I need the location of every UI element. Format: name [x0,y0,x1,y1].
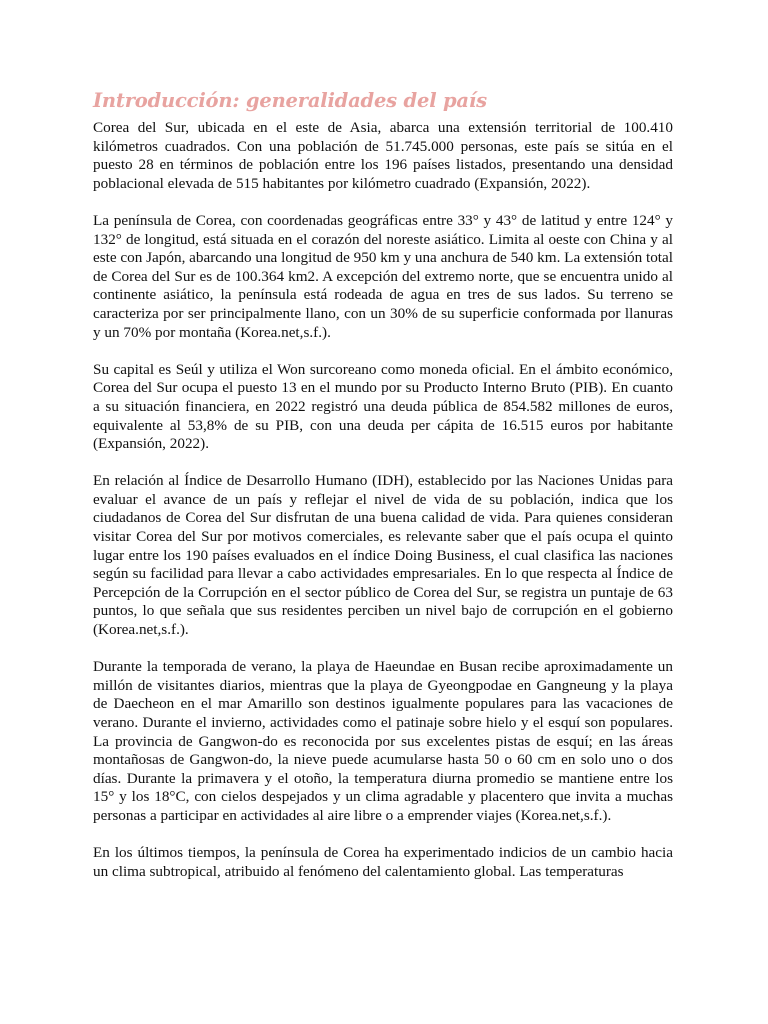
paragraph-development-index: En relación al Índice de Desarrollo Humano (IDH), establecido por las Naciones Unidas para evaluar el avance de un país y reflejar el nivel de vida de su población, indica que los ciudadanos de Corea del Sur disfrutan de una buena calidad de vida. Para quienes consideran visitar Corea del Sur por motivos comerciales, es relevante saber que el país ocupa el quinto lugar entre los 190 países evaluados en el índice Doing Business, el cual clasifica las naciones según su facilidad para llevar a cabo actividades empresariales. En lo que respecta al Índice de Percepción de la Corrupción en el sector público de Corea del Sur, se registra un puntaje de 63 puntos, lo que señala que sus residentes perciben un nivel bajo de corrupción en el gobierno (Korea.net,s.f.). [93,472,673,639]
paragraph-economy: Su capital es Seúl y utiliza el Won surcoreano como moneda oficial. En el ámbito económico, Corea del Sur ocupa el puesto 13 en el mundo por su Producto Interno Bruto (PIB). En cuanto a su situación financiera, en 2022 registró una deuda pública de 854.582 millones de euros, equivalente al 53,8% de su PIB, con una deuda per cápita de 16.515 euros por habitante (Expansión, 2022). [93,360,673,453]
paragraph-overview: Corea del Sur, ubicada en el este de Asia, abarca una extensión territorial de 100.410 kilómetros cuadrados. Con una población de 51.745.000 personas, este país se sitúa en el puesto 28 en términos de población entre los 196 países listados, presentando una densidad poblacional elevada de 515 habitantes por kilómetro cuadrado (Expansión, 2022). [93,119,673,192]
paragraph-geography: La península de Corea, con coordenadas geográficas entre 33° y 43° de latitud y entre 124° y 132° de longitud, está situada en el corazón del noreste asiático. Limita al oeste con China y al este con Japón, abarcando una longitud de 950 km y una anchura de 540 km. La extensión total de Corea del Sur es de 100.364 km2. A excepción del extremo norte, que se encuentra unido al continente asiático, la península está rodeada de agua en tres de sus lados. Su terreno se caracteriza por ser principalmente llano, con un 30% de su superficie conformada por llanuras y un 70% por montaña (Korea.net,s.f.). [93,211,673,341]
section-title: Introducción: generalidades del país [93,89,487,112]
paragraph-climate: En los últimos tiempos, la península de Corea ha experimentado indicios de un cambio hacia un clima subtropical, atribuido al fenómeno del calentamiento global. Las temperaturas [93,844,673,880]
document-page [93,88,673,900]
paragraph-seasons: Durante la temporada de verano, la playa de Haeundae en Busan recibe aproximadamente un millón de visitantes diarios, mientras que la playa de Gyeongpodae en Gangneung y la playa de Daecheon en el mar Amarillo son destinos igualmente populares para las vacaciones de verano. Durante el invierno, actividades como el patinaje sobre hielo y el esquí son populares. La provincia de Gangwon-do es reconocida por sus excelentes pistas de esquí; en las áreas montañosas de Gangwon-do, la nieve puede acumularse hasta 50 o 60 cm en solo uno o dos días. Durante la primavera y el otoño, la temperatura diurna promedio se mantiene entre los 15° y los 18°C, con cielos despejados y un clima agradable y placentero que invita a muchas personas a participar en actividades al aire libre o a emprender viajes (Korea.net,s.f.). [93,658,673,824]
